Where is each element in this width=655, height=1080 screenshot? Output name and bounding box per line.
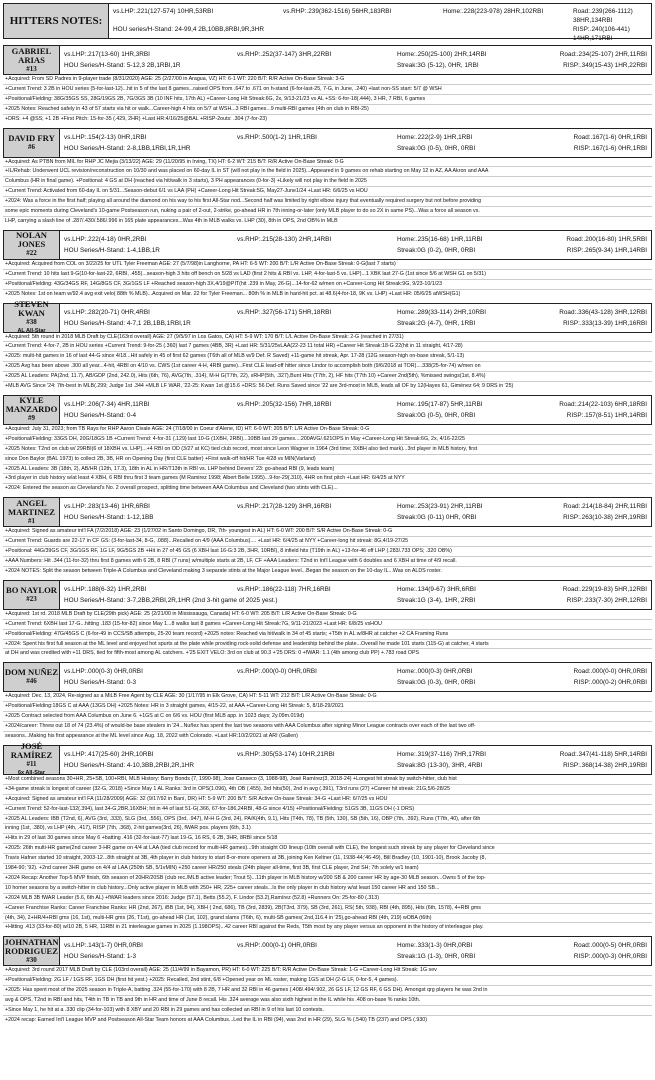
player-risp: RISP:.368(14-38) 2HR,19RBI bbox=[563, 761, 647, 769]
player-splits bbox=[60, 396, 651, 424]
player-number: #6 bbox=[28, 142, 35, 151]
player-note: +2024: Spent his first full season at the ML level and enjoyed hot spurts at the plate while providing rock-solid defense and leadership behind the plate...Overall he made 101 starts (115-G) at catcher, 4 starts bbox=[3, 640, 652, 650]
player-note: +Current Trend: 10 hits last 9-G(10-for-last-22, 6RBI, .455)...season-high 3 hits off bench on 5/28 vs LAD (first 2 hits & RBI vs. LHP, 4-for-last-5 vs. LHP)...1 XBK last 27-G (1st since 5/6 at WSH G1 on 5/31) bbox=[3, 270, 652, 280]
player-road: Road:.000(0-5) 0HR,0RBI bbox=[573, 942, 647, 950]
player-note: +Acquired: Signed as amateur int'l FA (11/28/2009) AGE: 32 (9/17/92 in Baní, DR) HT: 5-9 WT: 200 B/T: S/R Active On-base Streak: 34-G +Last HR: 6/7/25 vs HOU bbox=[3, 795, 652, 805]
player-streak: Streak:0G (0-2), 0HR, 0RBI bbox=[397, 246, 476, 254]
player-vs-lhp: vs.LHP:.217(13-60) 1HR,3RBI bbox=[64, 51, 150, 58]
player-hou-series: HOU Series/H-Stand: 1-4,1BB,1R bbox=[64, 246, 160, 254]
player-home: Home:.319(37-116) 7HR,17RBI bbox=[397, 750, 487, 758]
player-name-cell bbox=[4, 231, 60, 259]
player-hou-series: HOU Series/H-Stand: 1-3 bbox=[64, 953, 137, 961]
player-block bbox=[3, 580, 652, 659]
player-note: +2024 Recap: Another Top-5 MVP finish, 6th season of 20HR/20SB (club rec./MLB active leader; Trout 5)...11th player in MLB history w/200 SB & 200 career HR by age-30 MLB season...Owns 5 of the top- bbox=[3, 874, 652, 884]
player-streak: Streak:0G (0-11) 0HR, 0RBI bbox=[397, 514, 477, 522]
player-risp: RISP:.263(10-38) 2HR,19RBI bbox=[563, 514, 647, 522]
player-note: +2024: Was a force in the first half; playing all around the diamond on his way to his first All-Star nod...Second half was limited by right elbow injury that eventually required surgery but not before providing bbox=[3, 197, 652, 207]
team-vs-lhp: vs.LHP:.221(127-574) 10HR,53RBI bbox=[113, 8, 214, 15]
player-splits bbox=[60, 746, 651, 774]
player-splits bbox=[60, 663, 651, 691]
player-road: Road:.167(1-6) 0HR,1RBI bbox=[573, 133, 647, 141]
player-note: +2025 Notes: Reached safely in 43 of 57 starts via hit or walk...Career-high 4 hits on 5/7 at WSH...3 RBI games...9 multi-RBI games (4th on club in RBI-25) bbox=[3, 105, 652, 115]
player-splits-box bbox=[3, 298, 652, 334]
player-risp: RISP:.167(1-6) 0HR,1RBI bbox=[573, 144, 647, 152]
player-home: Home:.000(0-3) 0HR,0RBI bbox=[397, 668, 473, 676]
player-name-cell bbox=[4, 396, 60, 424]
player-note: +2024 MLB 3B fWAR Leader (5.6, 6th AL) +fWAR leaders since 2016: Judge (57.1), Betts (55.2), F. Lindor (53.2),Ramírez (52.8) +Runners On: 25-for-80 (.313) bbox=[3, 894, 652, 904]
player-name-cell bbox=[4, 581, 60, 609]
player-name: DAVID FRY bbox=[8, 132, 55, 143]
player-home: Home:.134(9-67) 3HR,6RBI bbox=[397, 585, 476, 593]
player-note: +Current Trend: Guards are 22-17 in CF GS: (3-for-last-34, 8-G, .088)...Recalled on 4/9 (AAA Columbus).... +Last HR: 6/4/25 at NYY +Career-long hit streak: 8G,4/19-27/25 bbox=[3, 537, 652, 547]
hitters-notes-header bbox=[3, 3, 652, 42]
player-note: +3rd player in club history w/at least 4 XBH, 6 RBI thru first 3 team games (M Ramirez 1998; Albert Belle 1995)...9-for-29(.310), 4HR on first pitch +Last HR: 6/4/25 at NYY bbox=[3, 474, 652, 484]
player-road: Road:.234(25-107) 2HR,11RBI bbox=[559, 51, 647, 58]
player-name-cell bbox=[4, 129, 60, 157]
team-risp: RISP:.240(106-441) 14HR,171RBI bbox=[573, 26, 630, 42]
player-note: +Hitting .413 (33-for-80) w/10 2B, 5 HR, 11RBI in 21 interleague games in 2025 (1.198OPS)...42 career RBI against the Reds, T5th most by any player versus an opponent in the history of interleague play. bbox=[5, 924, 484, 931]
player-vs-lhp: vs.LHP:.206(7-34) 4HR,11RBI bbox=[64, 400, 150, 408]
player-home: Home:.289(33-114) 2HR,10RBI bbox=[397, 308, 487, 316]
player-notes bbox=[3, 692, 652, 741]
player-notes bbox=[3, 333, 652, 391]
player-note: some epic moments during Cleveland's 10-game Postseason run, nuking a pair of 2-out, 2-strike, go-ahead HR in 7th inning-or-later (only MLB player to do so 2X in same PS)...Was a force all season vs. bbox=[3, 207, 652, 217]
player-home: Home:.222(2-9) 1HR,1RBI bbox=[397, 133, 473, 141]
player-streak: Streak:3G (5-12), 0HR, 1RBI bbox=[397, 62, 479, 69]
player-name-cell bbox=[4, 298, 60, 334]
team-splits bbox=[109, 4, 651, 42]
player-name: STEVEN KWAN bbox=[14, 298, 49, 318]
player-road: Road:.229(19-83) 5HR,12RBI bbox=[562, 585, 647, 593]
player-vs-rhp: vs.RHP:.000(0-0) 0HR,0RBI bbox=[237, 668, 317, 676]
player-note: +2025 Notes: 1st on team w/92.4 avg exit velo( 88th % MLB)...Acquired on Mar. 22 for Tyler Freeman... 80th % in MLB in hard-hit pct. at 48.6(4-for-18, 9K vs. LHP) +Last HR: 05/6/25 atWSH(G1) bbox=[5, 290, 461, 297]
player-vs-rhp: vs.RHP:.205(32-156) 7HR,18RBI bbox=[237, 400, 332, 408]
player-note: since Don Baylor (BAL 1973) to collect 2B, 3B, HR on Opening Day (first CLE batter) +First walk-off hit/HR Tue 4/28 vs MIN(Varland) bbox=[3, 455, 652, 465]
player-road: Road:.000(0-0) 0HR,0RBI bbox=[573, 668, 647, 676]
player-note: +Acquired: July 31, 2023; from TB Rays for RHP Aaron Civale AGE: 24 (7/18/00 in Coeur d'Alene, ID) HT: 6-0 WT: 205 B/T: L/R Active On-Base Streak: 0-G bbox=[3, 425, 652, 435]
player-home: Home:.235(16-68) 1HR,11RBI bbox=[397, 235, 483, 243]
player-risp: RISP:.000(0-2) 0HR,0RBI bbox=[573, 679, 647, 687]
player-home: Home:.253(23-91) 2HR,11RBI bbox=[397, 503, 483, 511]
player-streak: Streak:2G (4-7), 0HR, 1RBI bbox=[397, 319, 476, 327]
player-splits bbox=[60, 231, 651, 259]
player-block bbox=[3, 128, 652, 226]
player-name-cell bbox=[4, 663, 60, 691]
player-vs-rhp: vs.RHP:.500(1-2) 1HR,1RBI bbox=[237, 133, 317, 141]
player-name-cell bbox=[4, 937, 60, 965]
player-name: JOHNATHAN RODRIGUEZ bbox=[4, 936, 59, 956]
player-vs-rhp: vs.RHP:.252(37-147) 3HR,22RBI bbox=[237, 51, 332, 58]
player-vs-lhp: vs.LHP:.154(2-13) 0HR,1RBI bbox=[64, 133, 147, 141]
player-block bbox=[3, 230, 652, 299]
player-risp: RISP:.333(13-39) 1HR,16RBI bbox=[563, 319, 647, 327]
player-block bbox=[3, 740, 652, 933]
player-number: #30 bbox=[26, 955, 37, 964]
player-name: ANGEL MARTINEZ bbox=[8, 497, 55, 517]
player-block bbox=[3, 497, 652, 576]
player-splits bbox=[60, 46, 651, 74]
player-note: +Acquired: Acquired from COL on 3/22/25 for UTL Tyler Freeman AGE: 27 (5/7/98)in Langhorne, PA HT: 6-5 WT: 200 B/T: L/R Active On-Base Streak: 0-G(last 7 starts) bbox=[3, 260, 652, 270]
player-name: BO NAYLOR bbox=[5, 584, 58, 595]
player-splits-box bbox=[3, 580, 652, 610]
player-hou-series: HOU Series/H-Stand: 4-7,1 2B,1BB,1RBI,1R bbox=[64, 319, 191, 327]
player-splits bbox=[60, 498, 651, 526]
player-note: +2024: Entered the season as Cleveland's No. 2 overall prospect, splitting time between AAA Columbus and Cleveland (two stints with CLE)... bbox=[5, 485, 338, 492]
player-vs-lhp: vs.LHP:.188(6-32) 1HR,2RBI bbox=[64, 585, 147, 593]
player-list bbox=[3, 45, 652, 1025]
player-note: +Current Trend: 6XBH last 17-G...hitting .183 (15-for-82) since May 1...8 walks last 8 games +Career-Long Hit Streak:7G, 9/11-21/2023 +Last HR: 6/8/25 vsHOU bbox=[3, 620, 652, 630]
player-note: +Since May 1, he hit at a .330 clip (34-for-103) with 8 XBY and 20 RBI in 29 games and has collected an RBI in 9 of his last 10 contests. bbox=[3, 1006, 652, 1016]
player-note: +2024/career: Threw out 18 of 74 (23.4%) of would-be base stealers in '24...Nuñez has spent the last two seasons with AAA Columbus after signing Minor League contracts over each of the last two off- bbox=[3, 722, 652, 732]
player-note: +Current Trend: 4-for-7, 2B in HOU series +Current Trend: 9-for-25 (.360) last 7 games (4BB, 3R) +Last HR: 5/31/25vLAA(22-23 11 total HR) +Career Hit Streak:18-G 22(hit in 11 straight, 4/17-28) bbox=[3, 342, 652, 352]
player-note: +Positional/Fielding: 2G LF / 1GS RF, 1GS DH (first hit yest.) +2025: Recalled, 2nd stint, 6/8 +Opened year on ML roster, making 1GS at DH (2-G LF, 0-for-5, 4 games). bbox=[3, 976, 652, 986]
player-note: Columbus (HR in final game). +Positional: 4 GS at DH (reached via hit/walk in 3 starts), 3 PH appearances (0-for-3) +Likely will not play in the field in 2025 bbox=[3, 177, 652, 187]
player-note: +2025: Has spent most of the 2025 season in Triple-A, batting .324 (55-for-170) with 8 2B, 7 HR and 32 RBI in 46 games (.408/.494/.902, 26 GS LF, 12 GS RF, 6 GS DH). Amongst qrg players he was 2nd in bbox=[3, 986, 652, 996]
player-notes bbox=[3, 260, 652, 299]
player-note: +Positional: 44G/39GS CF, 3G/1GS RF, 1G LF, 9G/5GS 2B +Hit in 27 of 45 GS (6 XBH last 16-G:3 2B, 3HR, 10RBI), 8 infield hits (T19th in AL) +13-for-46 off LHP (.283/.733 OPS; .320 OB%) bbox=[3, 547, 652, 557]
hitters-notes-page bbox=[3, 3, 652, 1029]
player-notes bbox=[3, 75, 652, 124]
player-note: seasons...Making his first appearance at the ML level since Aug. 18, 2022 with Colorado. +Last HR:10/2/2021 at ARI (Gallen) bbox=[5, 732, 298, 739]
player-tag: AL All-Star bbox=[17, 327, 46, 334]
player-note: +Hits in 29 of last 30 games since May 6 +batting .416 (32-for-last-77) last 19-G, 16 RS, 6 2B, 3HR, 8RBI since 5/18 bbox=[3, 834, 652, 844]
player-note: +Current Trend: 3 2B in HOU series (5-for-last-12)...hit in 5 of the last 8 games...raised OPS from .647 to .671 on h-stand (6-for-last-25, 7-G, in June, .240) +last non-SS start: 5/7 @ WSH bbox=[3, 85, 652, 95]
player-note: Travis Hafner started 10 straight, 2003-12...8th straight at 3B, 4th player in club history to start 8-or-more openers at 3B, joining Ken Keltner (11, 1938-44;'46-49), Bill Bradley (10, 1901-10), Brook Jacoby (8, bbox=[3, 854, 652, 864]
player-note: +Acquired: As PTBN from MIL for RHP JC Mejia (3/13/22) AGE: 29 (11/20/95 in Irving, TX) HT: 6-2 WT: 215 B/T: R/R Active On-Base Streak: 0-G bbox=[3, 158, 652, 168]
player-name: DOM NUÑEZ bbox=[4, 667, 59, 678]
player-name-cell bbox=[4, 740, 60, 776]
player-note: +Most combined seasons 30+HR, 25+SB, 100+RBI, MLB History: Barry Bonds (7, 1990-98), Jose Canseco (3, 1988-98), José Ramírez(3, 2018-24) +Longest hit streak by switch-hitter, club hist bbox=[3, 775, 652, 785]
player-risp: RISP:.233(7-30) 2HR,12RBI bbox=[566, 596, 647, 604]
player-note: +Acquired: From SD Padres in 9-player trade (8/31/2020) AGE: 25 (2/27/00 in Aragua, VZ) HT: 6-1 WT: 220 B/T: R/R Active On-Base Streak: 3-G bbox=[3, 75, 652, 85]
player-note: +Positional/Fielding: 43G/34GS RF, 14G/8GS CF, 3G/1GS LF +Reached season-high 3X,4/19@PIT(hit .239 in May, 26-G)...14-for-62 w/men on +Career-Long Hit Streak:9G, 9/23-10/1/23 bbox=[3, 280, 652, 290]
player-tag: 6x All-Star bbox=[17, 769, 45, 776]
player-splits bbox=[60, 937, 651, 965]
player-splits-box bbox=[3, 497, 652, 527]
player-notes bbox=[3, 775, 652, 933]
player-hou-series: HOU Series/H-Stand: 5-12,3 2B,1RBI,1R bbox=[64, 62, 181, 69]
player-streak: Streak:1G (1-3), 0HR, 0RBI bbox=[397, 953, 476, 961]
team-hou-series: HOU series/H-Stand: 24-99,4 2B,10BB,8RBI,9R,3HR bbox=[113, 26, 264, 33]
player-note: +Current Trend: Activated from 60-day IL on 5/31...Season-debut 6/1 vs LAA (PH) +Career-Long Hit Streak:5G, May27-June1/24 +Last HR: 6/6/25 vs HOU bbox=[3, 187, 652, 197]
player-risp: RISP:.000(0-3) 0HR,0RBI bbox=[573, 953, 647, 961]
player-note: +2025 AL Leaders: 3B (18th, 2), AB/HR (12th, 17.3), 18th in AL in HR/T13th in RBI vs. LHP behind Devers' 23: go-ahead RBI (9, leads team) bbox=[3, 465, 652, 475]
player-streak: Streak:0G (0-5), 0HR, 0RBI bbox=[397, 411, 476, 419]
player-block bbox=[3, 662, 652, 741]
player-note: +DRS: +4 @SS; +1 2B +First Pitch: 15-for-35 (.429, 2HR) +Last HR:4/16/25@BAL +RISP-2outs: .304 (7-for-23) bbox=[5, 115, 267, 122]
player-note: +Acquired: 1st rd. 2018 MLB Draft by CLE(29th pick) AGE: 25 (2/21/00 in Mississauga, Canada) HT: 6-0 WT: 205 B/T: L/R Active On-Base Streak: 0-G bbox=[3, 610, 652, 620]
player-name: GABRIEL ARIAS bbox=[11, 45, 52, 65]
player-note: LHP, carrying a slash line of .287/.430/.586/.996 in 165 plate appearances...Was 4th in MLB walks vs. LHP (30), 8th in OPS, 2nd OB% in MLB bbox=[5, 217, 338, 224]
player-notes bbox=[3, 966, 652, 1024]
player-vs-lhp: vs.LHP:.143(1-7) 0HR,0RBI bbox=[64, 942, 143, 950]
player-number: #1 bbox=[28, 516, 35, 525]
player-vs-rhp: vs.RHP:.305(53-174) 10HR,21RBI bbox=[237, 750, 335, 758]
player-notes bbox=[3, 158, 652, 226]
player-note: (4th, 34), 2+HR/4+RBI gms (16, 1st), multi-HR gms (26, T1st), go-ahead HR (1st, 102), grand slams (T6th, 6), multi-SB games( 2nd,116.4 in '25),go-ahead RBI (4th, 219) wOBA (t6th) bbox=[3, 914, 652, 924]
player-note: +2025 Contract selected from AAA Columbus on June 6. +1GS at C on 6/6 vs. HOU (first MLB app. in 1023 days; 2y.09m.019d) bbox=[3, 712, 652, 722]
player-vs-rhp: vs.RHP:.215(28-130) 2HR,14RBI bbox=[237, 235, 332, 243]
player-vs-lhp: vs.LHP:.282(20-71) 0HR,4RBI bbox=[64, 308, 150, 316]
player-splits-box bbox=[3, 395, 652, 425]
player-note: +2025: multi-hit games in 16 of last 44-G since 4/18...Hit safely in 45 of first 62 games (T6th all of MLB w/9 Def. R Saved) +11-game hit streak, Apr. 17-28 (12G season-high on-base streak, 5/1-13) bbox=[3, 352, 652, 362]
player-note: 1984-90; '92). +2nd career 3HR game on 4/4 at LAA (250th SB, 5/1vMIN) +250 career HR/250 steals (24th player all-time, first 3B, first CLE player, 2nd SH; 7th solely w/1 team) bbox=[3, 864, 652, 874]
player-note: +Current Trend: 52-for-last-132(.394), last 34-G,2BR,16XBH; hit in 44 of last 51-G(.366, 67-for-186,24RBI, 48-G since 4/15) +Positional/Fielding: 51GS 3B, 11GS DH (-1 DRS) bbox=[3, 805, 652, 815]
player-name: KYLE MANZARDO bbox=[5, 395, 58, 415]
player-name: JOSÉ RAMÍREZ bbox=[10, 740, 53, 760]
player-note: +IL/Rehab: Underwent UCL revision/reconstruction on 10/30 and was placed on 60-day IL in ST (will not play in the field in 2025)...Appeared in 9 games on rehab starting on May 12 in AZ, AA Akron and AAA bbox=[3, 167, 652, 177]
player-note: +Positional/Fielding: 47G/45GS C (6-for-49 in CCS/SB attempts, 25-20 team record) +2025 notes: Reached via hit/walk in 34 of 45 starts; +T5th in AL w/8HR at catcher +2 CA Framing Runs bbox=[3, 630, 652, 640]
player-notes bbox=[3, 425, 652, 493]
player-note: +Positional/Fielding: 33GS DH, 20G/18GS 1B +Current Trend: 4-for-31 (.129) last 10-G (1XBH, 2RBI)...10BB last 29 games....200AVG/.621OPS in May +Career-Long Hit Streak:6G, 2x, 4/16-22/25 bbox=[3, 435, 652, 445]
player-note: +AAA Numbers: Hit .344 (11-for-32) thru first 8 games with 6 2B, 8 RBI (7 runs) w/multiple starts at 2B, LF, CF +AAA Leaders: T2nd in Int'l League with 6 doubles and 6 XBH at time of 4/9 recall. bbox=[3, 557, 652, 567]
player-risp: RISP:.349(15-43) 1HR,22RBI bbox=[563, 62, 647, 69]
player-number: #11 bbox=[26, 759, 37, 768]
player-note: +2024 NOTES: Split the season between Triple-A Columbus and Cleveland making 3 separate stints at the Major League level...Began the season on the 10-day IL...Was on ALDS roster. bbox=[5, 567, 442, 574]
player-number: #38 bbox=[26, 317, 37, 326]
player-note: +MLB AVG Since '24: 7th-best in MLB(.299; Judge 1st .344 +MLB LF WAR, '22-25: Kwan 1st @15.6 +DRS: 56 Def. Runs Saved since '22 are 3rd-most in MLB, leads all OF by 12(Hayes 61, Giménez 64; 9 DRS in '25) bbox=[5, 383, 514, 390]
player-vs-lhp: vs.LHP:.283(13-46) 1HR,6RBI bbox=[64, 503, 150, 511]
player-splits-box bbox=[3, 45, 652, 75]
player-vs-lhp: vs.LHP:.222(4-18) 0HR,2RBI bbox=[64, 235, 147, 243]
player-name: NOLAN JONES bbox=[15, 230, 48, 250]
player-note: +Acquired: 5th round in 2018 MLB Draft by CLE(163rd overall) AGE: 27 (9/5/97 in Los Gatos, CA) HT: 5-9 WT: 170 B/T: L/L Active On-Base Streak: 2-G (reached in 27/31) bbox=[3, 333, 652, 343]
player-hou-series: HOU Series/H-Stand: 0-3 bbox=[64, 679, 137, 687]
player-road: Road:.347(41-118) 5HR,14RBI bbox=[559, 750, 647, 758]
header-title: HITTERS NOTES: bbox=[4, 4, 109, 38]
player-note: +Acquired: Dec. 13, 2024, Re-signed as a MiLB Free Agent by CLE AGE: 30 (1/17/95 in Elk Grove, CA) HT: 5-11 WT: 212 B/T: L/R Active On-Base Streak: 0-G bbox=[3, 692, 652, 702]
player-notes bbox=[3, 610, 652, 659]
player-notes bbox=[3, 527, 652, 576]
player-note: +Positional/Fielding: 38G/35GS SS, 28G/19GS 2B, 7G/3GS 3B (10 INF hits, 17th AL) +Career-Long Hit Streak:6G, 2x, 9/13-21/23 vs AL +SS: 6-for-18(.444), 3 HR, 7 RBI, 6 games bbox=[3, 95, 652, 105]
player-block bbox=[3, 936, 652, 1024]
player-number: #9 bbox=[28, 414, 35, 423]
player-note: +2025 Avg has been above .300 all year...4-hit, 4RBI on 4/10 vs. CWS (1st career 4-H, 4RBI game)...First CLE lead-off hitter since Lindor to accomplish both (9/6/2018 at TOR)....338(25-for-74) w/men on bbox=[3, 362, 652, 372]
team-road: Road:.239(266-1112) 38HR,134RBI bbox=[573, 8, 633, 24]
player-note: +2025 Notes: T2nd on club w/ 29RBI(6 of 18XBH vs. LHP)...+4 RBI on OD (3/27 at KC) tied club record, most since Leon Wagner in 1964 (3rd time; 3XBH also tied mark)...3rd player in MLB history, first bbox=[3, 445, 652, 455]
player-splits-box bbox=[3, 230, 652, 260]
player-block bbox=[3, 298, 652, 391]
player-note: +2025 AL Leaders: IBB (T2nd, 6), AVG (3rd, .333), SLG (3rd, .556), OPS (3rd, .947), M-H G (3rd, 24), PA/K(4th, 9.1), Hits (T4th, 78), TB (5th, 130), SB (5th, 16), OBP (7th, .392), Runs (T7th, 40), after 6th bbox=[3, 815, 652, 825]
player-number: #13 bbox=[26, 64, 37, 73]
player-number: #23 bbox=[26, 594, 37, 603]
player-streak: Streak:0G (0-3), 0HR, 0RBI bbox=[397, 679, 476, 687]
player-splits bbox=[60, 304, 651, 332]
player-home: Home:.333(1-3) 0HR,0RBI bbox=[397, 942, 473, 950]
player-vs-rhp: vs.RHP:.186(22-118) 7HR,16RBI bbox=[237, 585, 331, 593]
player-hou-series: HOU Series/H-Stand: 1-12,1BB bbox=[64, 514, 154, 522]
player-splits-box bbox=[3, 662, 652, 692]
player-vs-rhp: vs.RHP:.217(28-129) 3HR,16RBI bbox=[237, 503, 332, 511]
player-note: +Acquired: 3rd round 2017 MLB Draft by CLE (103rd overall) AGE: 25 (11/4/99 in Bayamon, PR) HT: 6-0 WT: 225 B/T: R/R Active On-Base Streak: 1-G +Career-Long Hit Streak: 1G sev bbox=[3, 966, 652, 976]
player-hou-series: HOU Series/H-Stand: 3-7,2BB,2RBI,2R,1HR (2nd 3-hit game of 2025 yest.) bbox=[64, 596, 278, 604]
player-road: Road:.214(22-103) 6HR,18RBI bbox=[559, 400, 647, 408]
player-note: +Acquired: Signed as amateur int'l FA (7/2/2018) AGE: 23 (1/27/02 in Santo Domingo, DR, 7th- youngest in AL) HT: 6-0 WT: 200 B/T: S/R Active On-Base Streak: 0-G bbox=[3, 527, 652, 537]
player-streak: Streak:0G (0-5), 0HR, 0RBI bbox=[397, 144, 476, 152]
player-splits-box bbox=[3, 936, 652, 966]
player-road: Road:.336(43-128) 3HR,12RBI bbox=[559, 308, 647, 316]
player-note: at DH and was credited with +11 DRS, tied for fifth-most among AL catchers. +'25 EXIT VELO: 3rd on club at 90.3 +'25 DRS: 0 +fWAR: 1.1 (4th among club PP) +.783 road OPS bbox=[5, 650, 420, 657]
player-name-cell bbox=[4, 498, 60, 526]
player-number: #22 bbox=[26, 249, 37, 258]
player-note: +2024 recap: Earned Int'l League MVP and Postseason All-Star Team honors at AAA Columbus...Led the IL in RBI (94), was 2nd in HR (29), SLG % (.540) TB (237) and OPS (.930) bbox=[5, 1016, 428, 1023]
player-vs-lhp: vs.LHP:.000(0-3) 0HR,0RBI bbox=[64, 668, 143, 676]
team-vs-rhp: vs.RHP:.239(362-1516) 56HR,183RBI bbox=[283, 8, 392, 15]
player-number: #46 bbox=[26, 677, 37, 686]
player-note: 10 homer seasons by a switch-hitter in club history...Only active player in MLB with 250+ HR, 225+ career steals...Is the only player in club history w/at least 150 career HR and 150 SB... bbox=[3, 884, 652, 894]
player-hou-series: HOU Series/H-Stand: 4-10,3BB,2RBI,2R,1HR bbox=[64, 761, 194, 769]
player-vs-lhp: vs.LHP:.417(25-60) 2HR,10RBI bbox=[64, 750, 154, 758]
player-splits-box bbox=[3, 740, 652, 776]
player-hou-series: HOU Series/H-Stand: 0-4 bbox=[64, 411, 137, 419]
player-streak: Streak:8G (13-30), 3HR, 4RBI bbox=[397, 761, 483, 769]
player-name-cell bbox=[4, 46, 60, 74]
player-splits bbox=[60, 129, 651, 157]
player-road: Road:.200(16-80) 1HR,5RBI bbox=[566, 235, 647, 243]
player-note: avg & OPS, T2nd in RBI and hits, T4th in TB in TB and 9th in HR and time of June 8 recall. His .324 average was also sixth highest in the IL while his .408 on-base % ranks 10th. bbox=[3, 996, 652, 1006]
player-home: Home:.195(17-87) 5HR,11RBI bbox=[397, 400, 483, 408]
player-risp: RISP:.157(8-51) 1HR,14RBI bbox=[566, 411, 647, 419]
player-note: +Career Franchise Ranks: Career Franchise Ranks: HR (2nd, 267), iBB (1st, 94), XBH ( 2nd, 686), TB (3rd, 2839), 2B(T3rd, 379), SB (3rd, 261), RS( 5th, 938), RBI (4th, 895), Hits (6th, 1578), 4+RBI gms bbox=[3, 904, 652, 914]
player-vs-rhp: vs.RHP:.327(56-171) 5HR,18RBI bbox=[237, 308, 332, 316]
player-block bbox=[3, 395, 652, 493]
player-streak: Streak:1G (3-4), 1HR, 2RBI bbox=[397, 596, 476, 604]
player-note: +Positional/Fielding:18GS C at AAA (13GS DH) +2025 Notes: HR in 3 straight games, 4/15-22, at AAA +Career-Long Hit Streak: 5, 8/18-29/2021 bbox=[3, 702, 652, 712]
player-vs-rhp: vs.RHP:.000(0-1) 0HR,0RBI bbox=[237, 942, 317, 950]
player-splits-box bbox=[3, 128, 652, 158]
player-note: inning (1st, .380), vs LHP (4th, .417), RISP (7th, .368), 2-hit games(3rd, 26), fWAR pos. players (6th, 3.1) bbox=[3, 824, 652, 834]
player-home: Home:.250(25-100) 2HR,14RBI bbox=[397, 51, 487, 58]
team-home: Home:.228(223-978) 28HR,102RBI bbox=[443, 8, 544, 15]
player-splits bbox=[60, 581, 651, 609]
player-risp: RISP:.265(9-34) 1HR,14RBI bbox=[566, 246, 647, 254]
player-road: Road:.214(18-84) 2HR,11RBI bbox=[563, 503, 647, 511]
player-note: +2025 AL Leaders: PA(2nd, 11.7), AB/GDP (2nd, 242.0), Hits (6th, 76), AVG(7th, .314), M-H G(T7th, 22), xRHP(5th, .327),Bunt Hits (T7th, 2), HF hits (T7th 10) +Career 2nd(5th), %missed swings(1st, 8.4%) bbox=[3, 372, 652, 382]
player-note: +34-game streak is longest of career (32-G, 2018) +Since May 1 AL Ranks: 3rd in OPS(1.096), 4th OB (.455), 3rd hits(50), 2nd in avg (.391), T3rd runs (27) +Career hit streak: 21G,5/6-28/25 bbox=[3, 785, 652, 795]
player-hou-series: HOU Series/H-Stand: 2-8,1BB,1RBI,1R,1HR bbox=[64, 144, 191, 152]
player-block bbox=[3, 45, 652, 124]
player-note: +2025: 26th multi-HR game(2nd career 3-HR game on 4/4 at LAA (tied club record for multi-HR games)...9th straight OD lineup (10th overall with CLE), the longest such streak by any player for Cleveland since bbox=[3, 844, 652, 854]
